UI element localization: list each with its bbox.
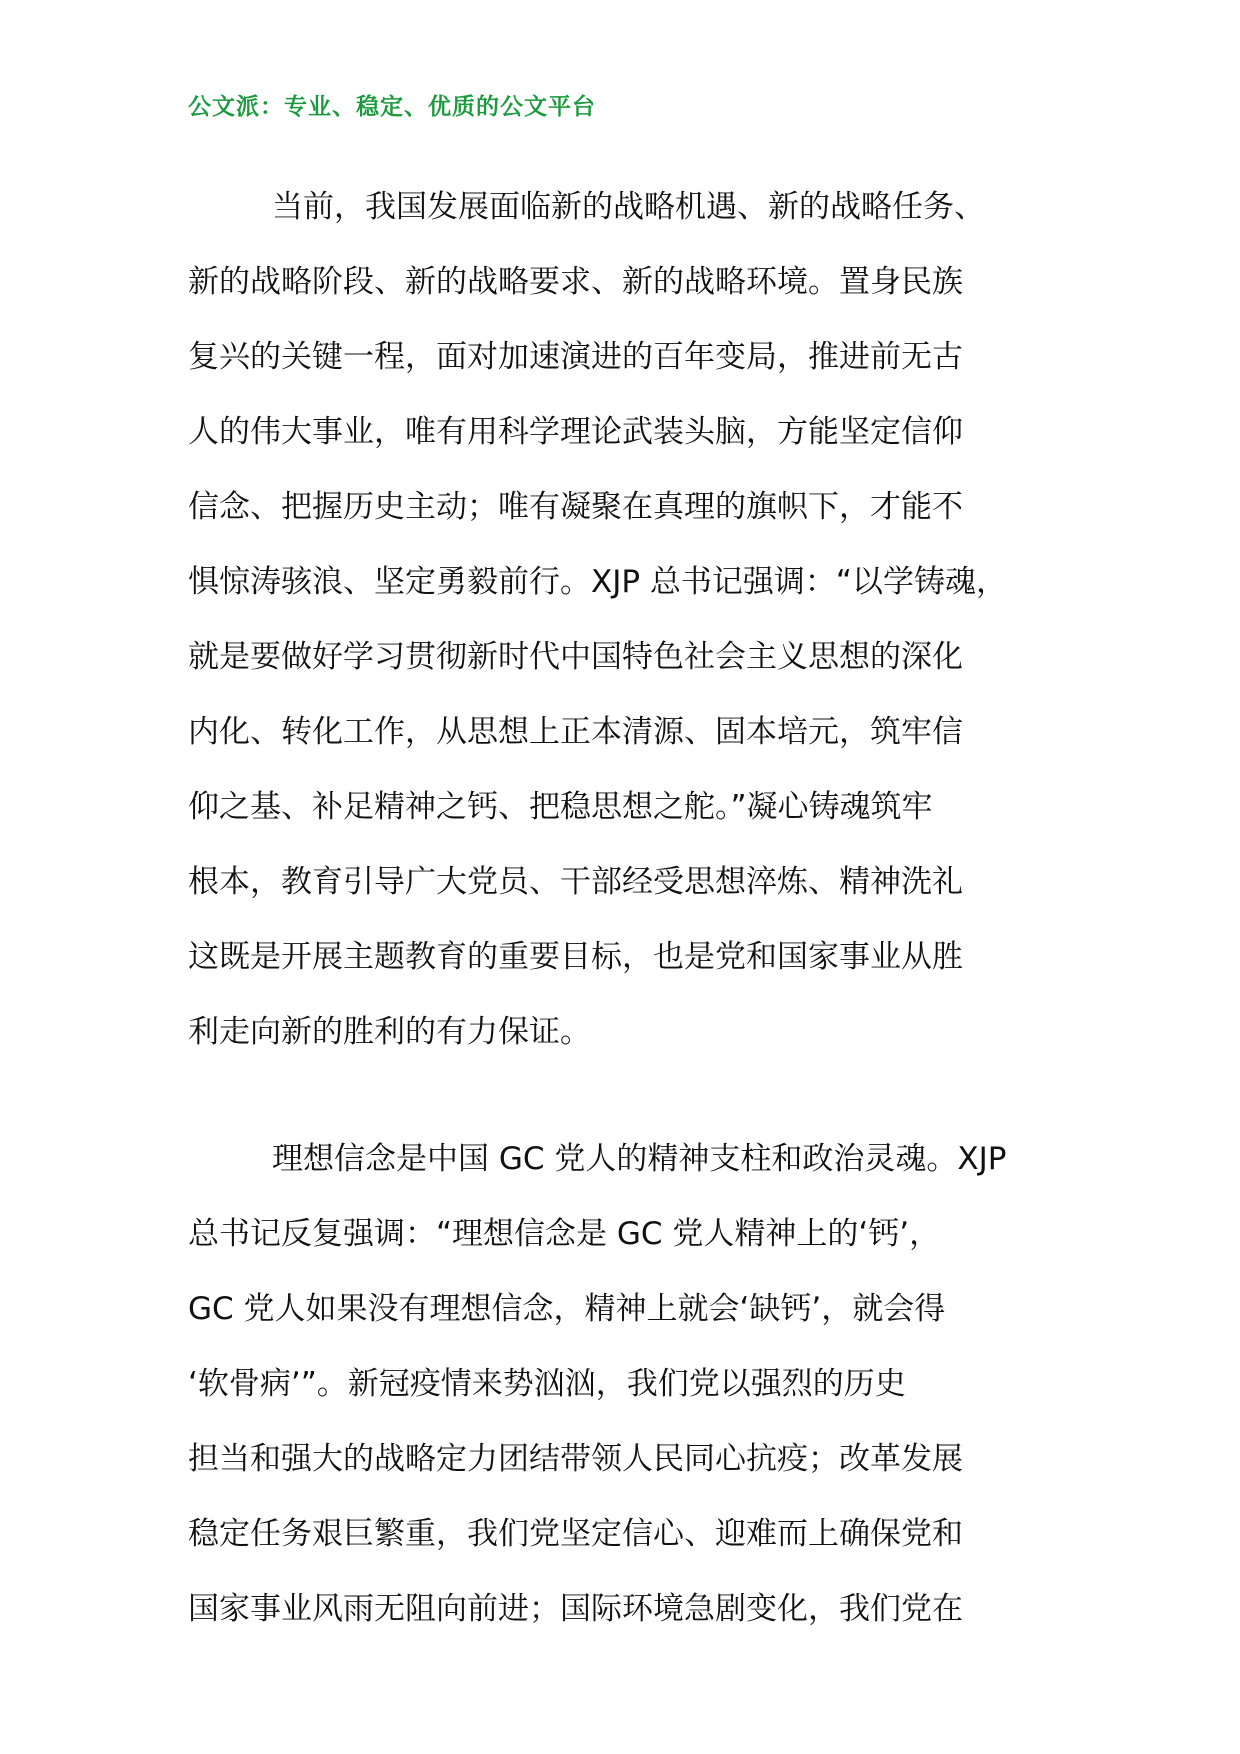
paragraph-2 xyxy=(188,1122,1068,1647)
text-line: 内化、转化工作，从思想上正本清源、固本培元，筑牢信 xyxy=(188,714,963,750)
document-body xyxy=(188,170,1068,1699)
paragraph-1 xyxy=(188,170,1068,1070)
text-line: GC 党人如果没有理想信念，精神上就会‘缺钙’，就会得 xyxy=(188,1291,946,1327)
text-line: 根本，教育引导广大党员、干部经受思想淬炼、精神洗礼 xyxy=(188,864,963,900)
text-line: 信念、把握历史主动；唯有凝聚在真理的旗帜下，才能不 xyxy=(188,489,963,525)
text-line: 当前，我国发展面临新的战略机遇、新的战略任务、 xyxy=(272,189,985,225)
text-line: 稳定任务艰巨繁重，我们党坚定信心、迎难而上确保党和 xyxy=(188,1516,963,1552)
text-line: ‘软骨病’”。新冠疫情来势汹汹，我们党以强烈的历史 xyxy=(188,1366,906,1402)
text-line: 新的战略阶段、新的战略要求、新的战略环境。置身民族 xyxy=(188,264,963,300)
text-line: 国家事业风雨无阻向前进；国际环境急剧变化，我们党在 xyxy=(188,1591,963,1627)
text-line: 就是要做好学习贯彻新时代中国特色社会主义思想的深化 xyxy=(188,639,963,675)
text-line: 复兴的关键一程，面对加速演进的百年变局，推进前无古 xyxy=(188,339,963,375)
text-line: 人的伟大事业，唯有用科学理论武装头脑，方能坚定信仰 xyxy=(188,414,963,450)
text-line: 惧惊涛骇浪、坚定勇毅前行。XJP 总书记强调：“以学铸魂， xyxy=(188,564,1007,600)
text-line: 这既是开展主题教育的重要目标，也是党和国家事业从胜 xyxy=(188,939,963,975)
text-line: 担当和强大的战略定力团结带领人民同心抗疫；改革发展 xyxy=(188,1441,963,1477)
site-header: 公文派：专业、稳定、优质的公文平台 xyxy=(188,93,596,120)
text-line: 利走向新的胜利的有力保证。 xyxy=(188,1014,591,1050)
text-line: 仰之基、补足精神之钙、把稳思想之舵。”凝心铸魂筑牢 xyxy=(188,789,933,825)
text-line: 理想信念是中国 GC 党人的精神支柱和政治灵魂。XJP xyxy=(272,1141,1007,1177)
text-line: 总书记反复强调：“理想信念是 GC 党人精神上的‘钙’， xyxy=(188,1216,941,1252)
